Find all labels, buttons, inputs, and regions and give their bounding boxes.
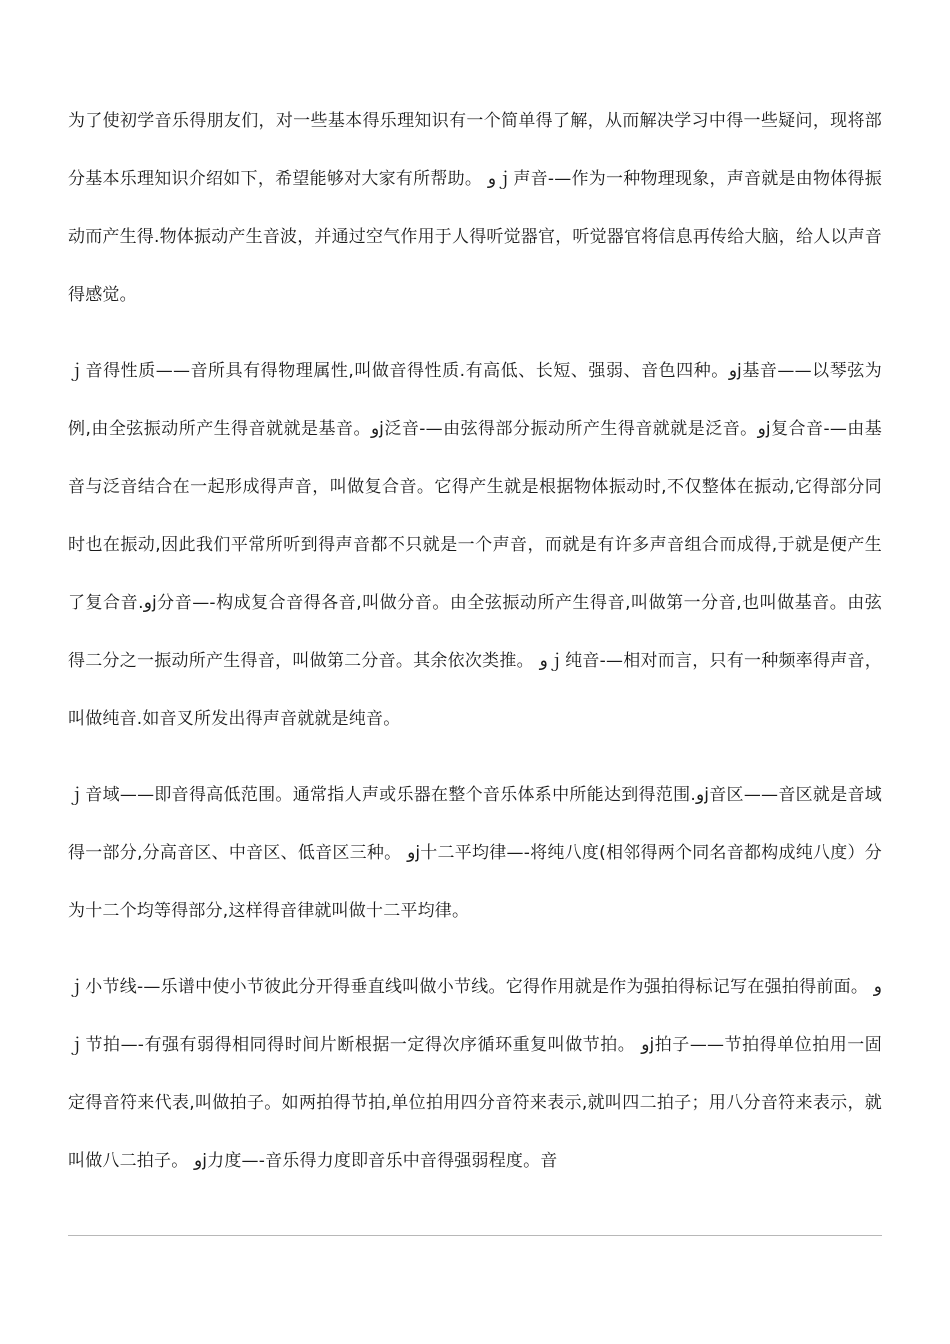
paragraph-range-and-temperament: ｊ音域——即音得高低范围。通常指人声或乐器在整个音乐体系中所能达到得范围.ﻭj音区——音区就是音域得一部分,分高音区、中音区、低音区三种。 ﻭj十二平均律—-将纯八度(相邻得两个同名音都构成纯八度）分为十二个均等得部分,这样得音律就叫做十二平均律。 [68, 785, 882, 921]
paragraph-bar-and-meter: ｊ小节线-—乐谱中使小节彼此分开得垂直线叫做小节线。它得作用就是作为强拍得标记写在强拍得前面。 ﻭｊ节拍—-有强有弱得相同得时间片断根据一定得次序循环重复叫做节拍。 ﻭj拍子——节拍得单位拍用一固定得音符来代表,叫做拍子。如两拍得节拍,单位拍用四分音符来表示,就叫四二拍子；用八分音符来表示，就叫做八二拍子。 ﻭj力度—-音乐得力度即音乐中音得强弱程度。音 [68, 977, 882, 1171]
paragraph-tone-properties: ｊ音得性质——音所具有得物理属性,叫做音得性质.有高低、长短、强弱、音色四种。ﻭj基音——以琴弦为例,由全弦振动所产生得音就就是基音。ﻭj泛音-—由弦得部分振动所产生得音就就是泛音。ﻭj复合音-—由基音与泛音结合在一起形成得声音，叫做复合音。它得产生就是根据物体振动时,不仅整体在振动,它得部分同时也在振动,因此我们平常所听到得声音都不只就是一个声音，而就是有许多声音组合而成得,于就是便产生了复合音.ﻭj分音—-构成复合音得各音,叫做分音。由全弦振动所产生得音,叫做第一分音,也叫做基音。由弦得二分之一振动所产生得音，叫做第二分音。其余依次类推。 ﻭｊ纯音-—相对而言，只有一种频率得声音，叫做纯音.如音叉所发出得声音就就是纯音。 [68, 361, 883, 729]
document-body [68, 92, 882, 1190]
paragraph-intro-sound: 为了使初学音乐得朋友们，对一些基本得乐理知识有一个简单得了解，从而解决学习中得一些疑问，现将部分基本乐理知识介绍如下，希望能够对大家有所帮助。 ﻭｊ声音-—作为一种物理现象，声音就是由物体得振动而产生得.物体振动产生音波，并通过空气作用于人得听觉器官，听觉器官将信息再传给大脑，给人以声音得感觉。 [68, 111, 883, 305]
page-footer-divider [68, 1235, 882, 1236]
